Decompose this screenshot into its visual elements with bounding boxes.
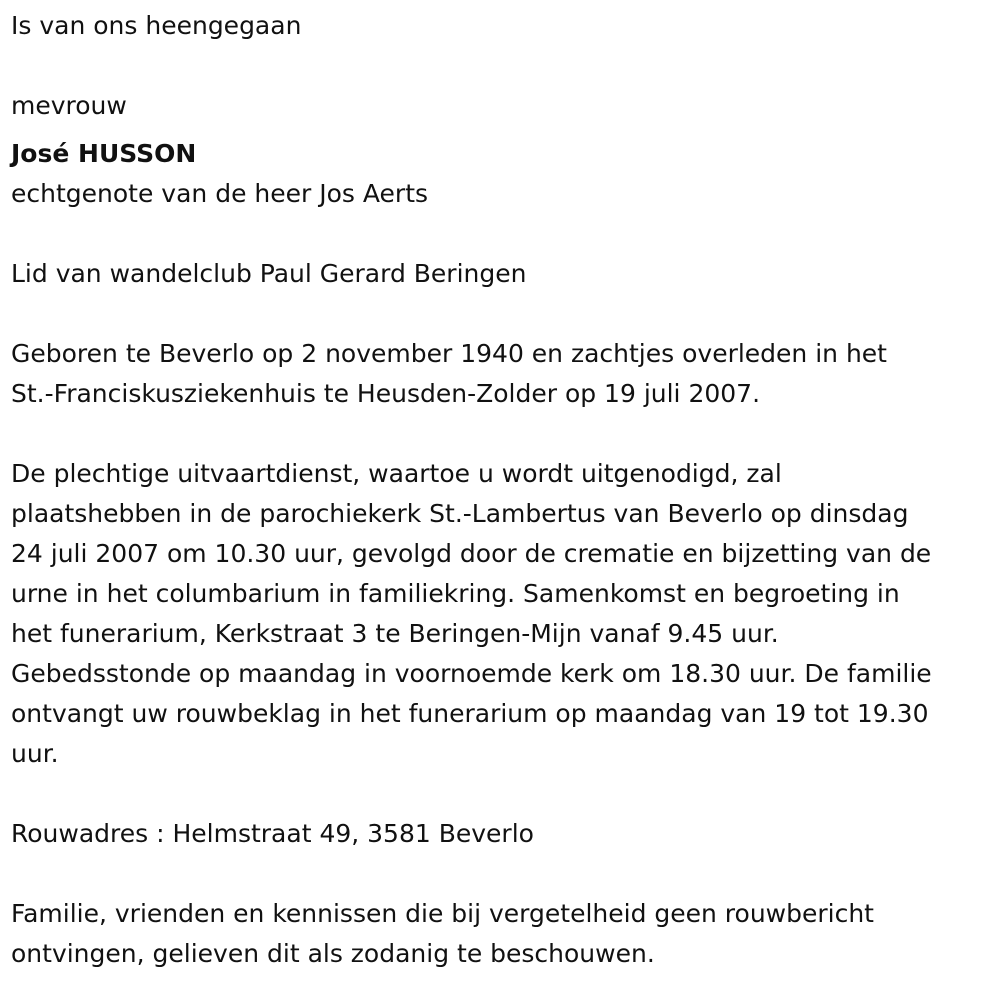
spacer xyxy=(11,774,1000,814)
closing-line-2: ontvingen, gelieven dit als zodanig te beschouwen. xyxy=(11,939,655,968)
spacer xyxy=(11,294,1000,334)
intro-text: Is van ons heengegaan xyxy=(11,11,302,40)
service-line-6: Gebedsstonde op maandag in voornoemde kerk om 18.30 uur. De familie xyxy=(11,659,932,688)
service-line-7: ontvangt uw rouwbeklag in het funerarium op maandag van 19 tot 19.30 xyxy=(11,699,929,728)
service-line-5: het funerarium, Kerkstraat 3 te Beringen-Mijn vanaf 9.45 uur. xyxy=(11,619,779,648)
closing-line-1: Familie, vrienden en kennissen die bij vergetelheid geen rouwbericht xyxy=(11,899,874,928)
mourning-address: Rouwadres : Helmstraat 49, 3581 Beverlo xyxy=(11,819,534,848)
membership-line: Lid van wandelclub Paul Gerard Beringen xyxy=(11,259,527,288)
spacer xyxy=(11,214,1000,254)
salutation: mevrouw xyxy=(11,91,127,120)
service-line-8: uur. xyxy=(11,739,59,768)
spacer xyxy=(11,414,1000,454)
spacer xyxy=(11,854,1000,894)
deceased-name: José HUSSON xyxy=(11,139,197,168)
spacer xyxy=(11,126,1000,134)
service-line-1: De plechtige uitvaartdienst, waartoe u wordt uitgenodigd, zal xyxy=(11,459,782,488)
birth-death-line-1: Geboren te Beverlo op 2 november 1940 en zachtjes overleden in het xyxy=(11,339,887,368)
service-line-2: plaatshebben in de parochiekerk St.-Lambertus van Beverlo op dinsdag xyxy=(11,499,909,528)
spacer xyxy=(11,46,1000,86)
spouse-line: echtgenote van de heer Jos Aerts xyxy=(11,179,429,208)
service-line-3: 24 juli 2007 om 10.30 uur, gevolgd door de crematie en bijzetting van de xyxy=(11,539,932,568)
service-line-4: urne in het columbarium in familiekring. Samenkomst en begroeting in xyxy=(11,579,900,608)
birth-death-line-2: St.-Franciskusziekenhuis te Heusden-Zolder op 19 juli 2007. xyxy=(11,379,761,408)
